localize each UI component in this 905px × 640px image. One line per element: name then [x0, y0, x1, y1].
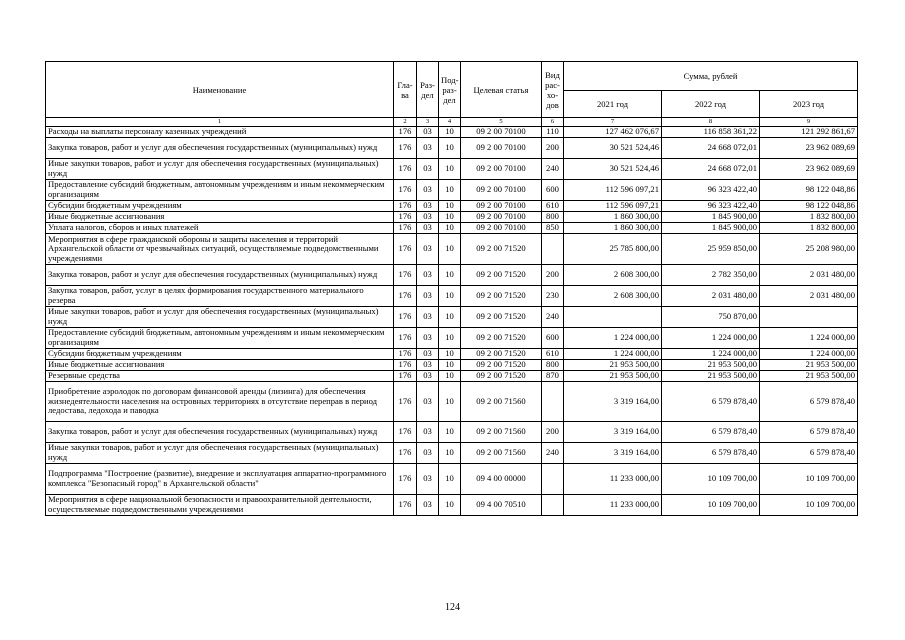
row-sum-2021: 112 596 097,21: [564, 201, 662, 212]
row-sum-2022: 116 858 361,22: [662, 127, 760, 138]
row-vid: 200: [542, 138, 564, 159]
row-target: 09 2 00 71560: [461, 422, 542, 443]
row-podrazdel: 10: [439, 127, 461, 138]
row-glava: 176: [394, 307, 417, 328]
row-razdel: 03: [417, 234, 439, 265]
row-name: Иные закупки товаров, работ и услуг для обеспечения государственных (муниципальных) нужд: [46, 443, 394, 464]
row-razdel: 03: [417, 495, 439, 516]
row-sum-2023: 1 224 000,00: [760, 349, 858, 360]
row-podrazdel: 10: [439, 212, 461, 223]
row-sum-2021: 3 319 164,00: [564, 382, 662, 422]
row-glava: 176: [394, 349, 417, 360]
row-vid: 240: [542, 443, 564, 464]
table-row: [46, 382, 858, 422]
row-podrazdel: 10: [439, 382, 461, 422]
table-row: [46, 286, 858, 307]
row-podrazdel: 10: [439, 286, 461, 307]
table-row: [46, 349, 858, 360]
row-sum-2022: 96 323 422,40: [662, 180, 760, 201]
row-target: 09 2 00 71520: [461, 307, 542, 328]
row-razdel: 03: [417, 201, 439, 212]
row-name: Закупка товаров, работ и услуг для обеспечения государственных (муниципальных) нужд: [46, 138, 394, 159]
table-row: [46, 159, 858, 180]
row-glava: 176: [394, 464, 417, 495]
row-vid: 110: [542, 127, 564, 138]
row-glava: 176: [394, 212, 417, 223]
row-razdel: 03: [417, 422, 439, 443]
row-glava: 176: [394, 328, 417, 349]
row-glava: 176: [394, 234, 417, 265]
row-sum-2022: 96 323 422,40: [662, 201, 760, 212]
row-sum-2022: 21 953 500,00: [662, 360, 760, 371]
row-razdel: 03: [417, 443, 439, 464]
row-glava: 176: [394, 201, 417, 212]
header-2022: 2022 год: [662, 91, 760, 118]
row-razdel: 03: [417, 307, 439, 328]
row-glava: 176: [394, 265, 417, 286]
row-sum-2023: 98 122 048,86: [760, 180, 858, 201]
row-podrazdel: 10: [439, 349, 461, 360]
row-target: 09 2 00 70100: [461, 159, 542, 180]
row-sum-2022: 10 109 700,00: [662, 464, 760, 495]
row-sum-2021: 21 953 500,00: [564, 360, 662, 371]
row-sum-2023: 21 953 500,00: [760, 371, 858, 382]
row-vid: 240: [542, 307, 564, 328]
row-sum-2022: 24 668 072,01: [662, 138, 760, 159]
row-name: Иные закупки товаров, работ и услуг для обеспечения государственных (муниципальных) нужд: [46, 307, 394, 328]
row-sum-2023: [760, 307, 858, 328]
row-sum-2021: 2 608 300,00: [564, 265, 662, 286]
table-body: [46, 127, 858, 516]
column-number: 5: [461, 118, 542, 127]
row-sum-2023: 10 109 700,00: [760, 495, 858, 516]
row-target: 09 2 00 71520: [461, 360, 542, 371]
row-glava: 176: [394, 127, 417, 138]
row-sum-2023: 1 224 000,00: [760, 328, 858, 349]
row-name: Закупка товаров, работ и услуг для обеспечения государственных (муниципальных) нужд: [46, 422, 394, 443]
row-name: Субсидии бюджетным учреждениям: [46, 201, 394, 212]
table-row: [46, 234, 858, 265]
row-target: 09 2 00 70100: [461, 180, 542, 201]
row-sum-2023: 98 122 048,86: [760, 201, 858, 212]
row-target: 09 2 00 70100: [461, 138, 542, 159]
row-podrazdel: 10: [439, 371, 461, 382]
row-target: 09 2 00 71560: [461, 382, 542, 422]
row-podrazdel: 10: [439, 464, 461, 495]
row-vid: [542, 234, 564, 265]
row-name: Приобретение аэролодок по договорам финансовой аренды (лизинга) для обеспечения жизнедеятельности населения на островных территориях в отсутствие переправ в период ледостава, ледохода и паводка: [46, 382, 394, 422]
column-number-row: [46, 118, 858, 127]
row-sum-2022: 6 579 878,40: [662, 443, 760, 464]
column-number: 6: [542, 118, 564, 127]
row-vid: 600: [542, 328, 564, 349]
row-sum-2021: 1 860 300,00: [564, 223, 662, 234]
row-sum-2022: 1 224 000,00: [662, 349, 760, 360]
header-razdel: Раз-дел: [417, 62, 439, 118]
row-podrazdel: 10: [439, 360, 461, 371]
row-vid: 610: [542, 201, 564, 212]
table-row: [46, 138, 858, 159]
row-name: Закупка товаров, работ и услуг для обеспечения государственных (муниципальных) нужд: [46, 265, 394, 286]
header-name: Наименование: [46, 62, 394, 118]
row-sum-2021: 1 224 000,00: [564, 349, 662, 360]
table-row: [46, 212, 858, 223]
row-sum-2023: 1 832 800,00: [760, 212, 858, 223]
row-sum-2021: 112 596 097,21: [564, 180, 662, 201]
row-target: 09 2 00 71520: [461, 371, 542, 382]
row-name: Иные бюджетные ассигнования: [46, 212, 394, 223]
row-target: 09 4 00 00000: [461, 464, 542, 495]
row-razdel: 03: [417, 349, 439, 360]
row-sum-2022: 6 579 878,40: [662, 382, 760, 422]
row-vid: 240: [542, 159, 564, 180]
row-sum-2023: 6 579 878,40: [760, 382, 858, 422]
row-sum-2021: 11 233 000,00: [564, 464, 662, 495]
row-podrazdel: 10: [439, 495, 461, 516]
row-sum-2022: 2 782 350,00: [662, 265, 760, 286]
row-name: Закупка товаров, работ, услуг в целях формирования государственного материального резерва: [46, 286, 394, 307]
row-glava: 176: [394, 360, 417, 371]
row-sum-2023: 25 208 980,00: [760, 234, 858, 265]
table-row: [46, 360, 858, 371]
row-sum-2023: 121 292 861,67: [760, 127, 858, 138]
header-2021: 2021 год: [564, 91, 662, 118]
row-sum-2021: 3 319 164,00: [564, 443, 662, 464]
row-name: Предоставление субсидий бюджетным, автономным учреждениям и иным некоммерческим организациям: [46, 180, 394, 201]
row-razdel: 03: [417, 212, 439, 223]
row-sum-2021: 21 953 500,00: [564, 371, 662, 382]
row-target: 09 2 00 71520: [461, 328, 542, 349]
table-row: [46, 495, 858, 516]
row-target: 09 2 00 70100: [461, 201, 542, 212]
row-razdel: 03: [417, 223, 439, 234]
row-name: Мероприятия в сфере национальной безопасности и правоохранительной деятельности, осуществляемые подведомственными учреждениями: [46, 495, 394, 516]
table-row: [46, 371, 858, 382]
header-2023: 2023 год: [760, 91, 858, 118]
row-vid: 200: [542, 422, 564, 443]
column-number: 2: [394, 118, 417, 127]
row-target: 09 2 00 71520: [461, 286, 542, 307]
row-target: 09 2 00 71520: [461, 234, 542, 265]
row-razdel: 03: [417, 138, 439, 159]
table-row: [46, 201, 858, 212]
row-sum-2022: 21 953 500,00: [662, 371, 760, 382]
row-target: 09 2 00 71520: [461, 265, 542, 286]
row-podrazdel: 10: [439, 265, 461, 286]
row-sum-2021: 127 462 076,67: [564, 127, 662, 138]
row-sum-2021: 3 319 164,00: [564, 422, 662, 443]
header-target: Целевая статья: [461, 62, 542, 118]
table-row: [46, 464, 858, 495]
row-vid: [542, 464, 564, 495]
column-number: 9: [760, 118, 858, 127]
row-name: Мероприятия в сфере гражданской обороны и защиты населения и территорий Архангельской области от чрезвычайных ситуаций, осуществляемые подведомственными учреждениями: [46, 234, 394, 265]
row-target: 09 2 00 70100: [461, 212, 542, 223]
row-target: 09 4 00 70510: [461, 495, 542, 516]
row-razdel: 03: [417, 360, 439, 371]
row-glava: 176: [394, 422, 417, 443]
row-glava: 176: [394, 371, 417, 382]
row-razdel: 03: [417, 286, 439, 307]
row-sum-2022: 24 668 072,01: [662, 159, 760, 180]
row-glava: 176: [394, 180, 417, 201]
row-podrazdel: 10: [439, 328, 461, 349]
row-glava: 176: [394, 159, 417, 180]
row-sum-2022: 6 579 878,40: [662, 422, 760, 443]
row-sum-2021: 30 521 524,46: [564, 138, 662, 159]
column-number: 8: [662, 118, 760, 127]
row-target: 09 2 00 70100: [461, 223, 542, 234]
row-razdel: 03: [417, 464, 439, 495]
row-razdel: 03: [417, 371, 439, 382]
budget-table: [45, 61, 858, 516]
row-vid: 800: [542, 212, 564, 223]
row-podrazdel: 10: [439, 138, 461, 159]
row-vid: 600: [542, 180, 564, 201]
header-glava: Гла-ва: [394, 62, 417, 118]
row-name: Расходы на выплаты персоналу казенных учреждений: [46, 127, 394, 138]
row-sum-2023: 2 031 480,00: [760, 286, 858, 307]
row-sum-2021: [564, 307, 662, 328]
row-sum-2022: 750 870,00: [662, 307, 760, 328]
row-razdel: 03: [417, 180, 439, 201]
row-vid: [542, 495, 564, 516]
row-sum-2023: 6 579 878,40: [760, 422, 858, 443]
header-vid: Вид рас-хо-дов: [542, 62, 564, 118]
row-podrazdel: 10: [439, 180, 461, 201]
row-sum-2023: 23 962 089,69: [760, 159, 858, 180]
row-podrazdel: 10: [439, 443, 461, 464]
row-vid: 230: [542, 286, 564, 307]
row-name: Предоставление субсидий бюджетным, автономным учреждениям и иным некоммерческим организациям: [46, 328, 394, 349]
header-sum: Сумма, рублей: [564, 62, 858, 91]
column-number: 4: [439, 118, 461, 127]
row-target: 09 2 00 71520: [461, 349, 542, 360]
page-number: 124: [445, 602, 460, 613]
row-vid: [542, 382, 564, 422]
row-podrazdel: 10: [439, 223, 461, 234]
row-sum-2023: 6 579 878,40: [760, 443, 858, 464]
row-name: Иные закупки товаров, работ и услуг для обеспечения государственных (муниципальных) нужд: [46, 159, 394, 180]
row-vid: 610: [542, 349, 564, 360]
row-sum-2023: 21 953 500,00: [760, 360, 858, 371]
row-razdel: 03: [417, 265, 439, 286]
row-sum-2023: 1 832 800,00: [760, 223, 858, 234]
header-podrazdel: Под-раз-дел: [439, 62, 461, 118]
table-row: [46, 443, 858, 464]
row-sum-2021: 25 785 800,00: [564, 234, 662, 265]
row-sum-2022: 10 109 700,00: [662, 495, 760, 516]
table-row: [46, 265, 858, 286]
row-vid: 200: [542, 265, 564, 286]
row-sum-2022: 25 959 850,00: [662, 234, 760, 265]
table-row: [46, 307, 858, 328]
row-razdel: 03: [417, 328, 439, 349]
row-razdel: 03: [417, 382, 439, 422]
column-number: 1: [46, 118, 394, 127]
row-glava: 176: [394, 382, 417, 422]
row-target: 09 2 00 70100: [461, 127, 542, 138]
row-sum-2022: 1 845 900,00: [662, 212, 760, 223]
table-row: [46, 180, 858, 201]
row-razdel: 03: [417, 127, 439, 138]
row-vid: 800: [542, 360, 564, 371]
row-sum-2023: 2 031 480,00: [760, 265, 858, 286]
table-row: [46, 422, 858, 443]
row-sum-2023: 23 962 089,69: [760, 138, 858, 159]
column-number: 7: [564, 118, 662, 127]
row-name: Уплата налогов, сборов и иных платежей: [46, 223, 394, 234]
row-glava: 176: [394, 495, 417, 516]
row-glava: 176: [394, 223, 417, 234]
row-vid: 850: [542, 223, 564, 234]
row-sum-2021: 11 233 000,00: [564, 495, 662, 516]
table-row: [46, 127, 858, 138]
row-vid: 870: [542, 371, 564, 382]
row-name: Подпрограмма "Построение (развитие), внедрение и эксплуатация аппаратно-программного комплекса "Безопасный город" в Архангельской области": [46, 464, 394, 495]
row-podrazdel: 10: [439, 201, 461, 212]
row-sum-2022: 2 031 480,00: [662, 286, 760, 307]
row-name: Субсидии бюджетным учреждениям: [46, 349, 394, 360]
row-podrazdel: 10: [439, 159, 461, 180]
row-podrazdel: 10: [439, 307, 461, 328]
row-sum-2023: 10 109 700,00: [760, 464, 858, 495]
row-sum-2021: 1 860 300,00: [564, 212, 662, 223]
row-glava: 176: [394, 443, 417, 464]
column-number: 3: [417, 118, 439, 127]
row-razdel: 03: [417, 159, 439, 180]
row-podrazdel: 10: [439, 234, 461, 265]
row-podrazdel: 10: [439, 422, 461, 443]
row-sum-2021: 30 521 524,46: [564, 159, 662, 180]
row-name: Резервные средства: [46, 371, 394, 382]
row-target: 09 2 00 71560: [461, 443, 542, 464]
row-name: Иные бюджетные ассигнования: [46, 360, 394, 371]
table-row: [46, 223, 858, 234]
row-sum-2021: 2 608 300,00: [564, 286, 662, 307]
row-sum-2021: 1 224 000,00: [564, 328, 662, 349]
row-glava: 176: [394, 138, 417, 159]
row-sum-2022: 1 224 000,00: [662, 328, 760, 349]
table-row: [46, 328, 858, 349]
row-glava: 176: [394, 286, 417, 307]
row-sum-2022: 1 845 900,00: [662, 223, 760, 234]
